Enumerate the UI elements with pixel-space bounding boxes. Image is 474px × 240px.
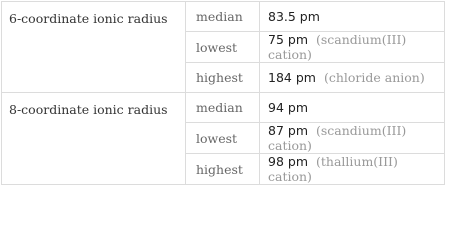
value-text: 87 pm	[268, 123, 308, 138]
table-row	[2, 2, 445, 32]
group-label: 8-coordinate ionic radius	[2, 93, 186, 185]
value-text: 94 pm	[268, 100, 308, 115]
value-cell	[260, 93, 445, 123]
value-note: (chloride anion)	[323, 70, 425, 85]
value-note: (thallium(III) cation)	[268, 154, 398, 184]
value-note: (scandium(III) cation)	[268, 32, 407, 62]
stat-label: lowest	[186, 32, 260, 63]
stat-label: median	[186, 2, 260, 32]
value-text: 75 pm	[268, 32, 308, 47]
value-cell	[260, 2, 445, 32]
stat-label: highest	[186, 63, 260, 93]
value-cell	[260, 63, 445, 93]
value-note: (scandium(III) cation)	[268, 123, 407, 153]
value-text: 184 pm	[268, 70, 316, 85]
value-cell	[260, 123, 445, 154]
ionic-radius-table	[1, 1, 445, 185]
value-text: 83.5 pm	[268, 9, 320, 24]
table-row	[2, 93, 445, 123]
value-cell	[260, 154, 445, 185]
value-cell	[260, 32, 445, 63]
stat-label: lowest	[186, 123, 260, 154]
value-text: 98 pm	[268, 154, 308, 169]
group-label: 6-coordinate ionic radius	[2, 2, 186, 93]
stat-label: highest	[186, 154, 260, 185]
stat-label: median	[186, 93, 260, 123]
